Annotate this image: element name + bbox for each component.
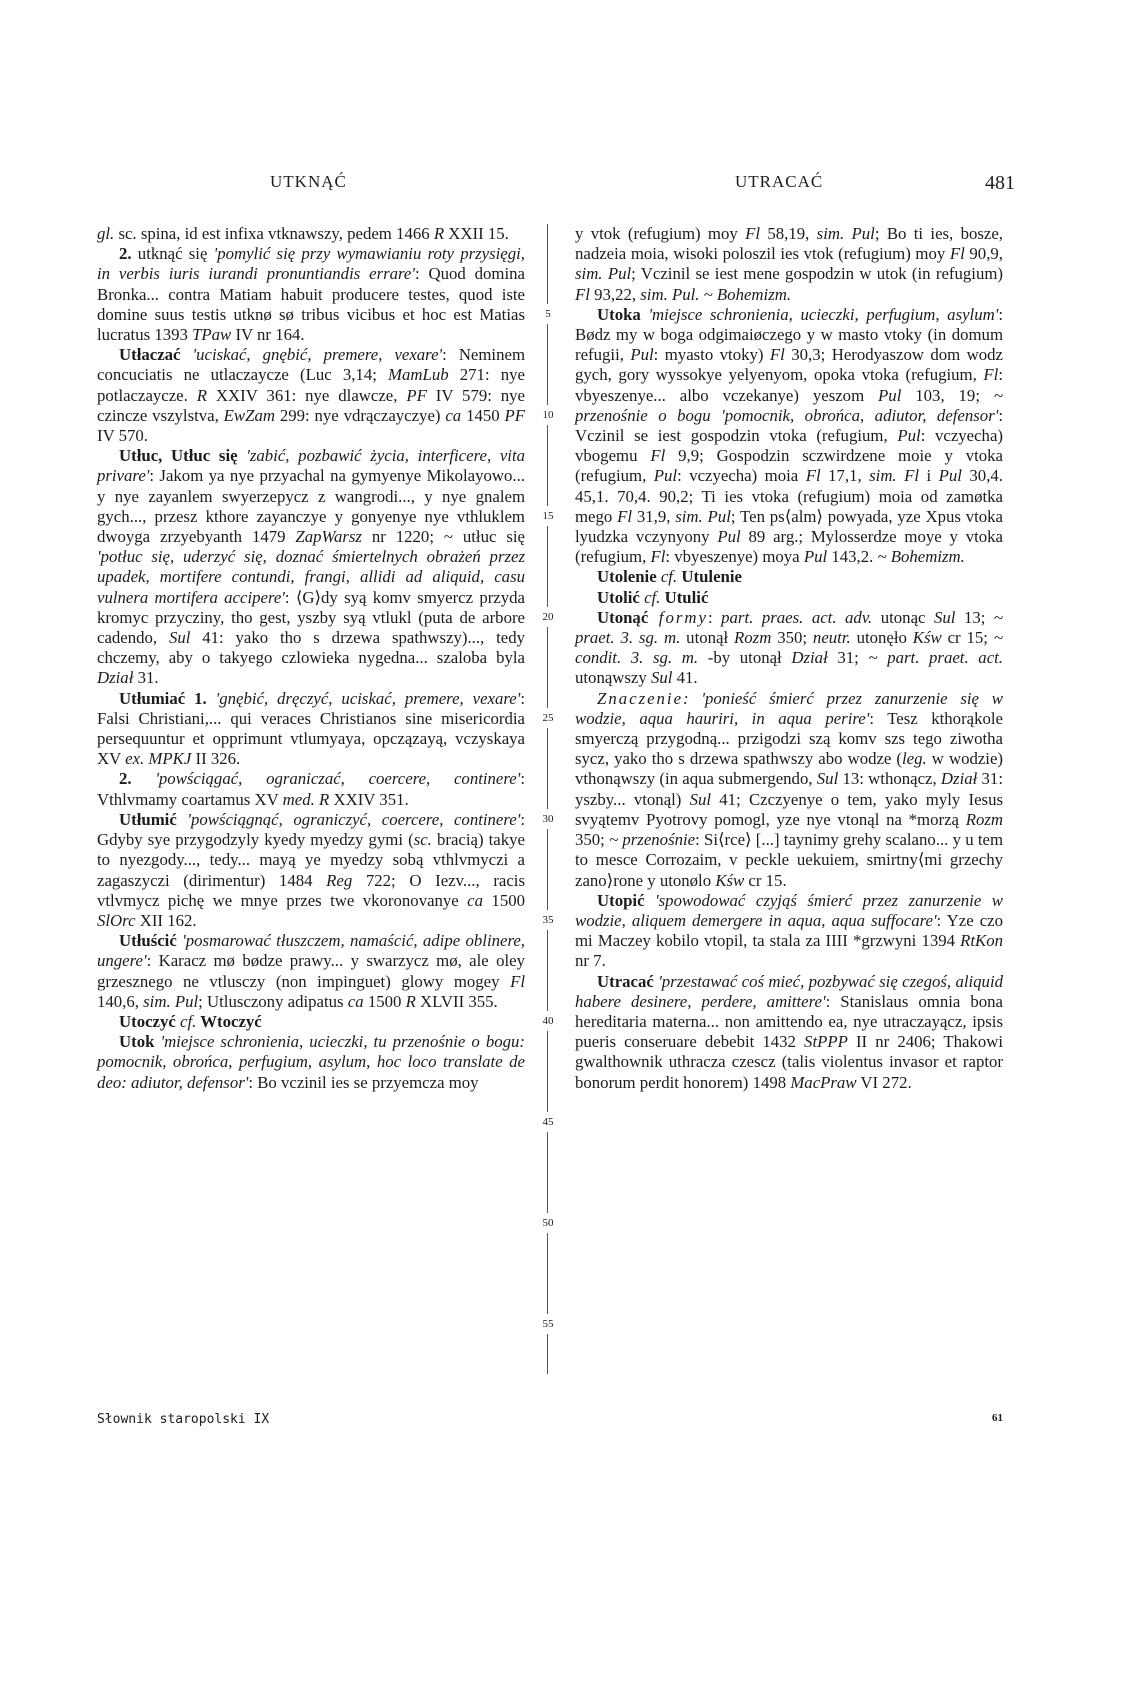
column-divider [547, 224, 548, 1374]
line-number: 10 [538, 405, 558, 425]
entry-sense: 2. utknąć się 'pomylić się przy wymawianiu roty przysięgi, in verbis iuris iurandi pronuntiandis errare': Quod domina Bronka... contra Matiam habuit producere testes, quod iste domine suus testis utknø sø tribus vicibus et hoc est Matias lucratus 1393 TPaw IV nr 164. [97, 244, 525, 345]
entry-utluscic: Utłuścić 'posmarować tłuszczem, namaścić, adipe oblinere, ungere': Karacz mø bødze prawy... y swarzycz mø, ale oley grzesznego ne vtlusczy (non impinguet) glowy mogey Fl 140,6, sim. Pul; Utlusczony adipatus ca 1500 R XLVII 355. [97, 931, 525, 1011]
entry-continuation: gl. sc. spina, id est infixa vtknawszy, pedem 1466 R XXII 15. [97, 224, 509, 243]
footer-title: Słownik staropolski IX [97, 1412, 270, 1427]
entry-utok: Utok 'miejsce schronienia, ucieczki, tu przenośnie o bogu: pomocnik, obrońca, perfugium, asylum, hoc loco translate de deo: adiutor, defensor': Bo vczinil ies se przyemcza moy [97, 1032, 525, 1092]
entry-utoka: Utoka 'miejsce schronienia, ucieczki, perfugium, asylum': Bødz my w boga odgimaiøczego y w masto vtoky (in domum refugii, Pul: myasto vtoky) Fl 30,3; Herodyaszow dom wodz gych, gory wyssokye yelyenyom, opoka vtoka (refugium, Fl: vbyeszenye... albo vczekanye) yeszom Pul 103, 19; ~ przenośnie o bogu 'pomocnik, obrońca, adiutor, defensor': Vczinil se iest gospodzin vtoka (refugium, Pul: vczyecha) vbogemu Fl 9,9; Gospodzin sczwirdzene moie y vtoka (refugium, Pul: vczyecha) moia Fl 17,1, sim. Fl i Pul 30,4. 45,1. 70,4. 90,2; Ti ies vtoka (refugium) moia od zamøtka mego Fl 31,9, sim. Pul; Ten ps⟨alm⟩ powyada, yze Xpus vtoka lyudzka vczynyony Pul 89 arg.; Mylosserdze moye y vtoka (refugium, Fl: vbyeszenye) moya Pul 143,2. ~ Bohemizm. [575, 304, 1004, 567]
line-number: 35 [538, 910, 558, 930]
entry-utok-continuation: y vtok (refugium) moy Fl 58,19, sim. Pul; Bo ti ies, bosze, nadzeia moia, wisoki poloszil ies vtok (refugium) moy Fl 90,9, sim. Pul; Vczinil se iest mene gospodzin w utok (in refugium) Fl 93,22, sim. Pul. ~ Bohemizm. [575, 224, 1004, 304]
signature-mark: 61 [992, 1412, 1003, 1424]
entry-utlaczac: Utłaczać 'uciskać, gnębić, premere, vexare': Neminem concuciatis ne utlaczaycze (Luc 3,14; MamLub 271: nye potlaczaycze. R XXIV 361: nye dlawcze, PF IV 579: nye czincze vszylstva, EwZam 299: nye vdrączayczye) ca 1450 PF IV 570. [97, 345, 526, 446]
entry-utonac: Utonąć formy: part. praes. act. adv. utonąc Sul 13; ~ praet. 3. sg. m. utonął Rozm 350; neutr. utonęło Kśw cr 15; ~ condit. 3. sg. m. -by utonął Dział 31; ~ part. praet. act. utonąwszy Sul 41. [575, 607, 1004, 688]
line-number: 55 [538, 1314, 558, 1334]
running-header [95, 172, 1015, 196]
entry-utracac: Utracać 'przestawać coś mieć, pozbywać się czegoś, aliquid habere desinere, perdere, amittere': Stanislaus omnia bona hereditaria materna... non amittendo ea, nye utraczayącz, ipsis pueris conseruare debebit 1432 StPPP II nr 2406; Thakowi gwalthownik uthracza czescz (talis violentus invasor et raptor bonorum perdit honorem) 1498 MacPraw VI 272. [575, 971, 1004, 1092]
entry-utoczyc: Utoczyć cf. Wtoczyć [119, 1011, 262, 1031]
line-number: 25 [538, 708, 558, 728]
line-number: 50 [538, 1213, 558, 1233]
line-number: 5 [538, 304, 558, 324]
entry-utolenie: Utolenie cf. Utulenie [597, 567, 742, 587]
entry-utlumiac-sense-2: 2. 'powściągać, ograniczać, coercere, continere': Vthlvmamy coartamus XV med. R XXIV 351. [97, 769, 525, 809]
entry-utlumiac: Utłumiać 1. 'gnębić, dręczyć, uciskać, premere, vexare': Falsi Christiani,... qui veraces Christianos sine misericordia persequuntur et opprimunt vtlumyaya, opczązayą, vczyskaya XV ex. MPKJ II 326. [97, 688, 525, 769]
line-number: 45 [538, 1112, 558, 1132]
line-number: 30 [538, 809, 558, 829]
line-number: 20 [538, 607, 558, 627]
entry-utlumic: Utłumić 'powściągnąć, ograniczyć, coercere, continere': Gdyby sye przygodzyly kyedy myedzy gymi (sc. bracią) takye to nyezgody..., tedy... mayą ye myedzy sobą vthlvmyczi a zagaszyczi (dirimentur) 1484 Reg 722; O Iezv..., racis vtlvmycz pichę we mnye przes twe vkoronovanye ca 1500 SlOrc XII 162. [97, 809, 525, 930]
left-column [97, 224, 525, 1093]
left-headword: UTKNĄĆ [270, 172, 347, 191]
entry-utonac-meaning: Znaczenie: 'ponieść śmierć przez zanurzenie się w wodzie, aqua hauriri, in aqua perire': Tesz kthorąkole smyerczą przygodną... przigodzi szą komv szs tego ziwotha sycz, yako tho s drzewa spathwszy abo wodze (leg. w wodzie) vthonąwszy (in aqua submergendo, Sul 13: wthonącz, Dział 31: yszby... vtonąl) Sul 41; Czczyenye o tem, yako myly Iesus svyątemv Pyotrovy pomogl, yze nye vtonąl na *morzą Rozm 350; ~ przenośnie: Si⟨rce⟩ [...] taynimy grehy scalano... y u tem to mesce Corrozaim, v peckle uekuiem, smirtny⟨mi grzechy zano⟩rone y utonølo Kśw cr 15. [575, 688, 1004, 890]
line-number: 15 [538, 506, 558, 526]
entry-utolic: Utolić cf. Utulić [597, 587, 709, 607]
page-number: 481 [985, 172, 1015, 194]
line-number: 40 [538, 1011, 558, 1031]
entry-utopic: Utopić 'spowodować czyjąś śmierć przez zanurzenie w wodzie, aliquem demergere in aqua, aqua suffocare': Yze czo mi Maczey kobilo vtopil, ta stala za IIII *grzwyni 1394 RtKon nr 7. [575, 890, 1003, 971]
right-headword: UTRACAĆ [735, 172, 824, 191]
right-column [575, 224, 1003, 1093]
entry-utluc: Utłuc, Utłuc się 'zabić, pozbawić życia, interficere, vita privare': Jakom ya nye przyachal na gymyenye Mikolayowo... y nye zayanlem swyerzepycz z wangrodi..., y nye gnalem gych..., przesz kthore zayanczye y gonyenye nye vthluklem dwoyga zrzyebyanth 1479 ZapWarsz nr 1220; ~ utłuc się 'potłuc się, uderzyć się, doznać śmiertelnych obrażeń przez upadek, mortifere contundi, frangi, allidi ad aliquid, casu vulnera mortifera accipere': ⟨G⟩dy syą komv smyercz przyda kromyc przycziny, tho gest, yszby syą vtlukl (puta de arbore cadendo, Sul 41: yako tho s drzewa spathwszy)..., tedy chczemy, aby o takyego czlowieka nygedna... szaloba byla Dział 31. [97, 446, 526, 688]
